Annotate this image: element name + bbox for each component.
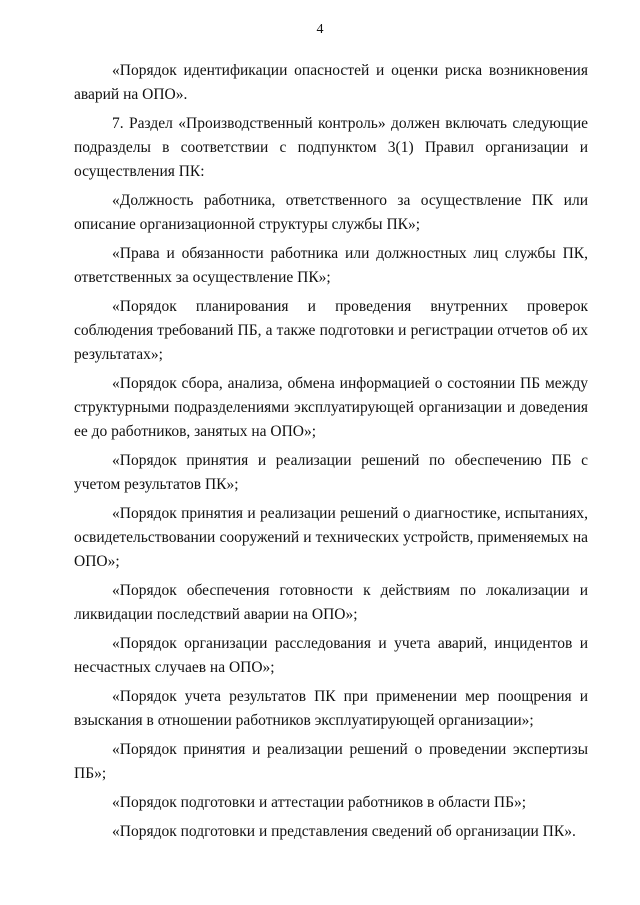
paragraph-hazard-identification: «Порядок идентификации опасностей и оценки риска возникновения аварий на ОПО». xyxy=(74,62,588,103)
list-item: «Порядок обеспечения готовности к действиям по локализации и ликвидации последствий аварии на ОПО»; xyxy=(74,582,588,623)
list-item: «Порядок учета результатов ПК при применении мер поощрения и взыскания в отношении работников эксплуатирующей организации»; xyxy=(74,688,588,729)
list-item: «Порядок принятия и реализации решений о проведении экспертизы ПБ»; xyxy=(74,741,588,782)
list-item: «Порядок принятия и реализации решений по обеспечению ПБ с учетом результатов ПК»; xyxy=(74,452,588,493)
document-body xyxy=(74,59,588,849)
list-item: «Должность работника, ответственного за осуществление ПК или описание организационной структуры службы ПК»; xyxy=(74,192,588,233)
list-item: «Порядок планирования и проведения внутренних проверок соблюдения требований ПБ, а также подготовки и регистрации отчетов об их результатах»; xyxy=(74,298,588,363)
page-number: 4 xyxy=(316,22,324,37)
list-item: «Порядок организации расследования и учета аварий, инцидентов и несчастных случаев на ОПО»; xyxy=(74,635,588,676)
paragraph-section-7-intro: 7. Раздел «Производственный контроль» должен включать следующие подразделы в соответствии с подпунктом 3(1) Правил организации и осуществления ПК: xyxy=(74,115,588,180)
list-item: «Порядок подготовки и представления сведений об организации ПК». xyxy=(112,823,576,840)
list-item: «Права и обязанности работника или должностных лиц службы ПК, ответственных за осуществление ПК»; xyxy=(74,245,588,286)
list-item: «Порядок принятия и реализации решений о диагностике, испытаниях, освидетельствовании сооружений и технических устройств, применяемых на ОПО»; xyxy=(74,505,588,570)
list-item: «Порядок сбора, анализа, обмена информацией о состоянии ПБ между структурными подразделениями эксплуатирующей организации и доведения ее до работников, занятых на ОПО»; xyxy=(74,375,588,440)
list-item: «Порядок подготовки и аттестации работников в области ПБ»; xyxy=(112,794,527,811)
